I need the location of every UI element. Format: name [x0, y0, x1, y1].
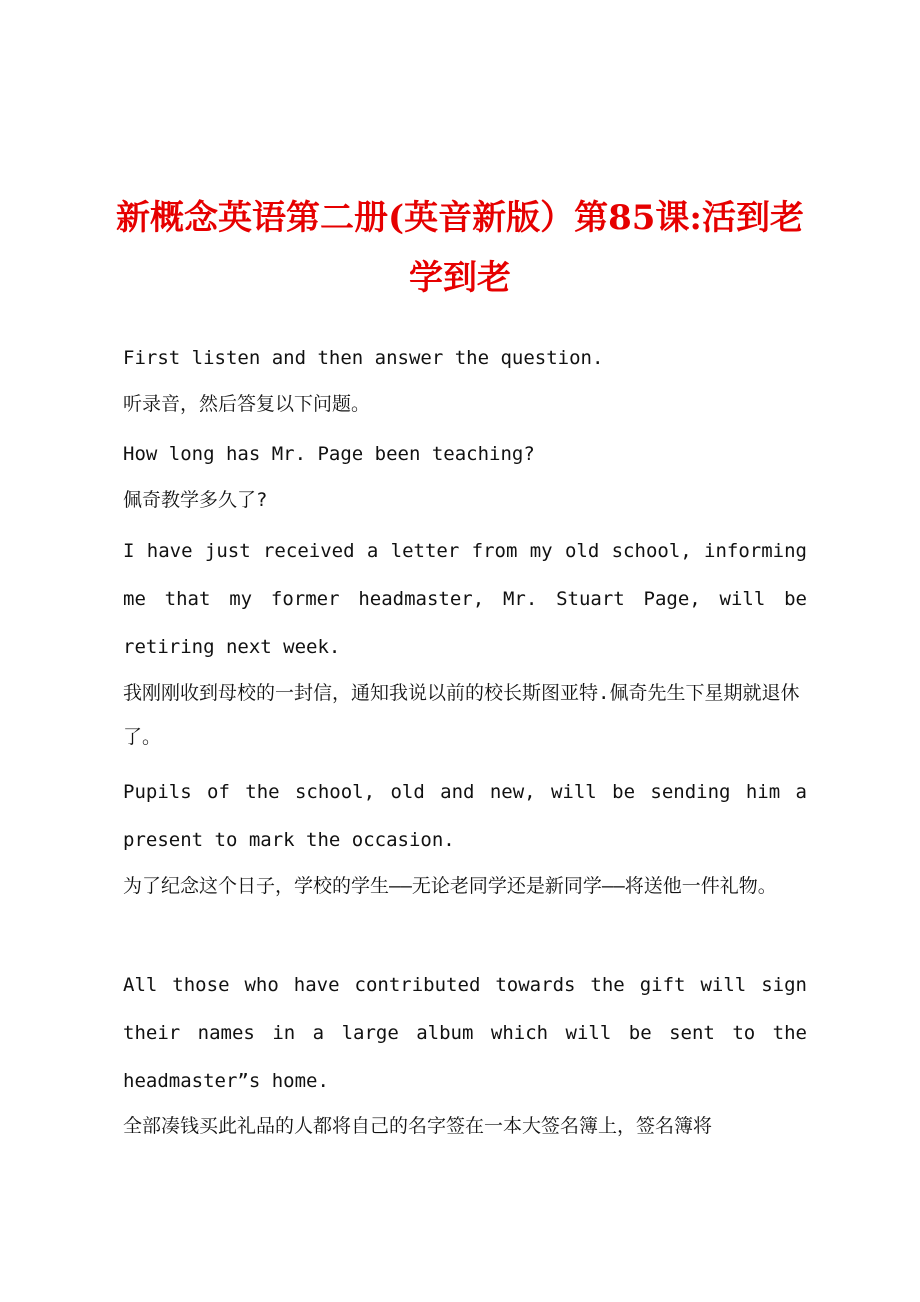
passage-paragraph-2-chinese: 为了纪念这个日子，学校的学生——无论老同学还是新同学——将送他一件礼物。 [123, 875, 777, 897]
passage-paragraph-2-english: Pupils of the school, old and new, will be sending him a present to mark the occasion. [123, 781, 807, 851]
instruction-chinese: 听录音，然后答复以下问题。 [123, 393, 371, 415]
instruction-english: First listen and then answer the question. [123, 347, 604, 369]
question-chinese: 佩奇教学多久了? [123, 489, 268, 511]
passage-paragraph-3-english: All those who have contributed towards the gift will sign their names in a large album which will be sent to the headmaster”s home. [123, 974, 807, 1092]
page-title: 新概念英语第二册(英音新版）第85课:活到老学到老 [116, 198, 804, 298]
passage-paragraph-1-chinese: 我刚刚收到母校的一封信，通知我说以前的校长斯图亚特.佩奇先生下星期就退休了。 [123, 682, 800, 748]
passage-paragraph-3-chinese: 全部凑钱买此礼品的人都将自己的名字签在一本大签名簿上，签名簿将 [123, 1115, 713, 1137]
question-english: How long has Mr. Page been teaching? [123, 443, 535, 465]
passage-paragraph-1-english: I have just received a letter from my old school, informing me that my former headmaster, Mr. Stuart Page, will be retiring next week. [123, 540, 807, 658]
